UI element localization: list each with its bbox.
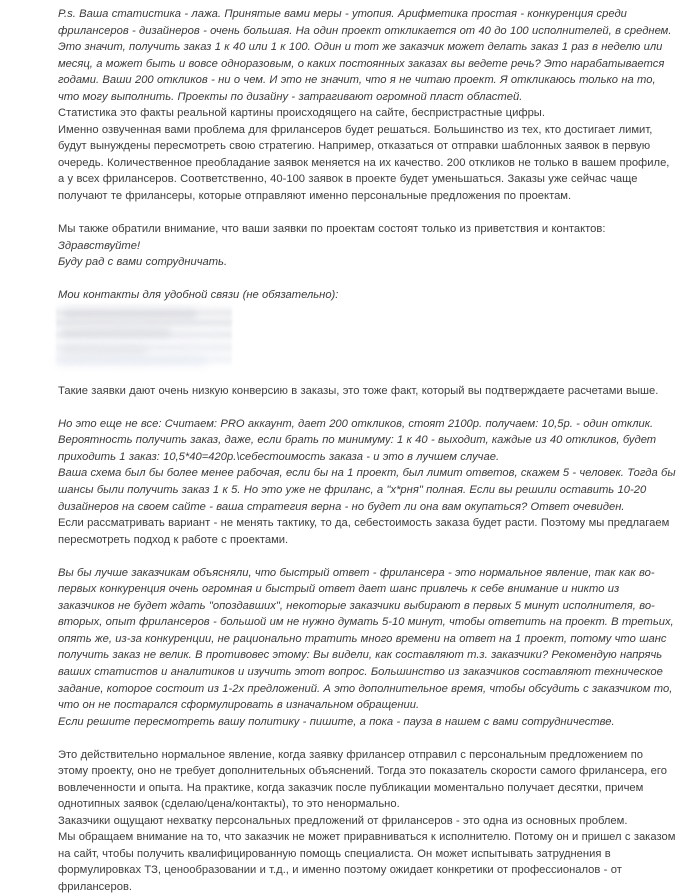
paragraph-scheme-critique: Ваша схема был бы более менее рабочая, если бы на 1 проект, был лимит ответов, скажем 5 - человек. Тогда бы шансы были получить заказ 1 к 5. Но это уже не фриланс, а "х*рня" полная. Если вы решили оставить 10-20 дизайнеров на своем сайте - ваша стратегия верна - но будет ли она вам окупаться? Ответ очевиден. — [58, 467, 676, 513]
paragraph-statistics-facts: Статистика это факты реальной картины происходящего на сайте, беспристрастные цифры. — [58, 107, 545, 120]
paragraph-contacts-quote: Мои контакты для удобной связи (не обязательно): — [58, 289, 339, 302]
paragraph-cooperation-quote: Буду рад с вами сотрудничать. — [58, 256, 228, 269]
paragraph-gap — [58, 366, 676, 383]
paragraph-gap — [58, 730, 676, 747]
paragraph-ps-statistics: P.s. Ваша статистика - лажа. Принятые вами меры - утопия. Арифметика простая - конкуренция среди фрилансеров - дизайнеров - очень большая. На один проект откликается от 40 до 100 исполнителей, в среднем. Это значит, получить заказ 1 к 40 или 1 к 100. Один и тот же заказчик может делать заказ 1 раз в неделю или месяц, а может быть и вовсе одноразовым, о каких постоянных заказах вы ведете речь? Это нарабатывается годами. Ваши 200 откликов - ни о чем. И это не значит, что я не читаю проект. Я откликаюсь только на то, что могу выполнить. Проекты по дизайну - затрагивают огромной пласт областей. — [58, 8, 672, 103]
paragraph-attention-applications: Мы также обратили внимание, что ваши заявки по проектам состоят только из приветствия и контактов: — [58, 223, 606, 236]
paragraph-gap — [58, 271, 676, 288]
paragraph-normal-phenomenon: Это действительно нормальное явление, когда заявку фрилансер отправил с персональным предложением по этому проекту, оно не требует дополнительных объяснений. Тогда это показатель скорости самого фрилансера, его вовлеченности и опыта. На практике, когда заказчик после публикации моментально получает десятки, причем однотипных заявок (сделаю/цена/контакты), то это ненормально. — [58, 748, 667, 811]
blurred-contact-block — [56, 304, 232, 366]
paragraph-gap — [58, 399, 676, 416]
paragraph-fast-reply-argument: Вы бы лучше заказчикам объясняли, что быстрый ответ - фрилансера - это нормальное явление, так как во-первых конкуренция очень огромная и быстрый ответ дает шанс привлечь к себе внимание и никто из заказчиков не будет ждать "опоздавших", некоторые заказчики выбирают в первых 5 минут исполнителя, во-вторых, опыт фрилансеров - большой им не нужно думать 5-10 минут, чтобы ответить на проект. В третьих, опять же, из-за конкуренции, не рационально тратить много времени на ответ на 1 проект, потому что шанс получить заказ не велик. В противовес этому: Вы видели, как составляют т.з. заказчики? Рекомендую напрячь ваших статистов и аналитиков и изучить этот вопрос. Большинство из заказчиков составляют техническое задание, которое состоит из 1-2х предложений. А это дополнительное время, чтобы обсудить с заказчиком то, что он не постарался сформулировать в изначальном обращении. — [58, 566, 674, 712]
paragraph-pro-account-math: Но это еще не все: Считаем: PRO аккаунт, дает 200 откликов, стоят 2100р. получаем: 10,5р. - один отклик. Вероятность получить заказ, даже, если брать по минимуму: 1 к 40 - выходит, каждые из 40 откликов, будет приходить 1 заказ: 10,5*40=420р.\себестоимость заказа - и это в лучшем случае. — [58, 417, 657, 463]
paragraph-gap — [58, 205, 676, 222]
paragraph-pause-cooperation: Если решите пересмотреть вашу политику - пишите, а пока - пауза в нашем с вами сотрудничестве. — [58, 715, 615, 728]
paragraph-gap — [58, 548, 676, 565]
paragraph-low-conversion: Такие заявки дают очень низкую конверсию в заказы, это тоже факт, который вы подтверждаете расчетами выше. — [58, 384, 659, 397]
document-body — [58, 6, 676, 896]
paragraph-cost-growth: Если рассматривать вариант - не менять тактику, то да, себестоимость заказа будет расти. Поэтому мы предлагаем пересмотреть подход к работе с проектами. — [58, 517, 670, 546]
blurred-contact-tint — [56, 350, 206, 366]
paragraph-lack-personal-offers: Заказчики ощущают нехватку персональных предложений от фрилансеров - это одна из основных проблем. — [58, 814, 628, 827]
paragraph-problem-solution: Именно озвученная вами проблема для фрилансеров будет решаться. Большинство из тех, кто достигает лимит, будут вынуждены пересмотреть свою стратегию. Например, отказаться от отправки шаблонных заявок в первую очередь. Количественное преобладание заявок меняется на их качество. 200 откликов не только в вашем профиле, а у всех фрилансеров. Соответственно, 40-100 заявок в проекте будет уменьшаться. Заказы уже сейчас чаще получают те фрилансеры, которые отправляют именно персональные предложения по проектам. — [58, 123, 670, 203]
paragraph-greeting-quote: Здравствуйте! — [58, 239, 141, 252]
paragraph-client-vs-performer: Мы обращаем внимание на то, что заказчик не может приравниваться к исполнителю. Потому он и пришел с заказом на сайт, чтобы получить квалифицированную помощь специалиста. Он может испытывать затруднения в формулировках ТЗ, ценообразовании и т.д., и именно поэтому ожидает конкретики от профессионалов - от фрилансеров. — [58, 831, 676, 894]
